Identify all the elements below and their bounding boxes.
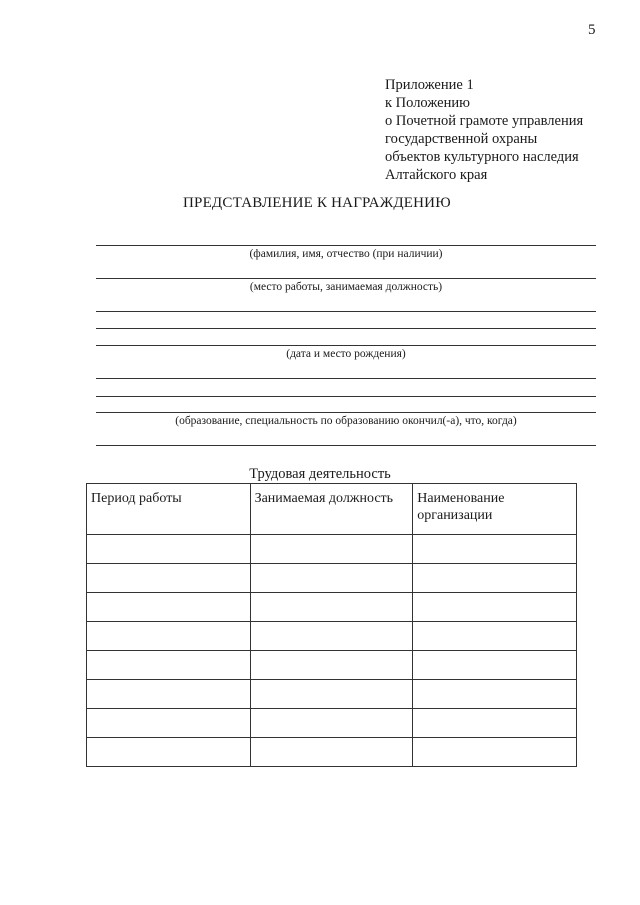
- birth-extra-line[interactable]: [96, 378, 596, 379]
- table-header-row: [87, 484, 577, 535]
- table-row: [87, 738, 577, 767]
- annex-header-line: Приложение 1: [385, 77, 474, 93]
- table-cell-position[interactable]: [250, 564, 413, 593]
- annex-header-line: к Положению: [385, 95, 470, 111]
- annex-header-line: Алтайского края: [385, 167, 488, 183]
- table-cell-period[interactable]: [87, 738, 251, 767]
- table-cell-organization[interactable]: [413, 738, 577, 767]
- table-cell-organization[interactable]: [413, 564, 577, 593]
- full-name-line[interactable]: [96, 245, 596, 246]
- column-header-position: Занимаемая должность: [250, 484, 413, 535]
- table-cell-position[interactable]: [250, 709, 413, 738]
- table-cell-period[interactable]: [87, 564, 251, 593]
- table-row: [87, 535, 577, 564]
- table-row: [87, 593, 577, 622]
- workplace-caption: (место работы, занимаемая должность): [249, 281, 443, 293]
- annex-header-line: о Почетной грамоте управления: [385, 113, 584, 129]
- workplace-line[interactable]: [96, 278, 596, 279]
- work-history-title: Трудовая деятельность: [249, 466, 391, 482]
- annex-header-line: объектов культурного наследия: [385, 149, 579, 165]
- birth-caption: (дата и место рождения): [286, 348, 406, 360]
- table-cell-position[interactable]: [250, 738, 413, 767]
- table-row: [87, 651, 577, 680]
- column-header-organization: Наименование организации: [413, 484, 577, 535]
- column-header-period: Период работы: [87, 484, 251, 535]
- education-caption: (образование, специальность по образованию окончил(-а), что, когда): [175, 415, 517, 427]
- birth-line[interactable]: [96, 345, 596, 346]
- education-line[interactable]: [96, 412, 596, 413]
- form-title: ПРЕДСТАВЛЕНИЕ К НАГРАЖДЕНИЮ: [183, 195, 451, 211]
- table-row: [87, 564, 577, 593]
- birth-extra-line[interactable]: [96, 396, 596, 397]
- table-cell-position[interactable]: [250, 680, 413, 709]
- table-cell-organization[interactable]: [413, 651, 577, 680]
- education-extra-line[interactable]: [96, 445, 596, 446]
- table-cell-period[interactable]: [87, 535, 251, 564]
- table-cell-period[interactable]: [87, 622, 251, 651]
- table-row: [87, 680, 577, 709]
- full-name-caption: (фамилия, имя, отчество (при наличии): [249, 248, 443, 260]
- table-cell-position[interactable]: [250, 651, 413, 680]
- workplace-extra-line[interactable]: [96, 328, 596, 329]
- table-row: [87, 709, 577, 738]
- table-cell-period[interactable]: [87, 680, 251, 709]
- table-cell-organization[interactable]: [413, 535, 577, 564]
- work-history-table: [86, 483, 577, 767]
- table-cell-position[interactable]: [250, 535, 413, 564]
- table-cell-position[interactable]: [250, 622, 413, 651]
- table-cell-period[interactable]: [87, 593, 251, 622]
- table-cell-period[interactable]: [87, 651, 251, 680]
- annex-header-line: государственной охраны: [385, 131, 538, 147]
- table-cell-position[interactable]: [250, 593, 413, 622]
- table-row: [87, 622, 577, 651]
- table-cell-organization[interactable]: [413, 622, 577, 651]
- workplace-extra-line[interactable]: [96, 311, 596, 312]
- table-cell-organization[interactable]: [413, 709, 577, 738]
- annex-header: [385, 76, 583, 184]
- table-cell-period[interactable]: [87, 709, 251, 738]
- table-cell-organization[interactable]: [413, 680, 577, 709]
- page-number: 5: [588, 22, 596, 38]
- table-cell-organization[interactable]: [413, 593, 577, 622]
